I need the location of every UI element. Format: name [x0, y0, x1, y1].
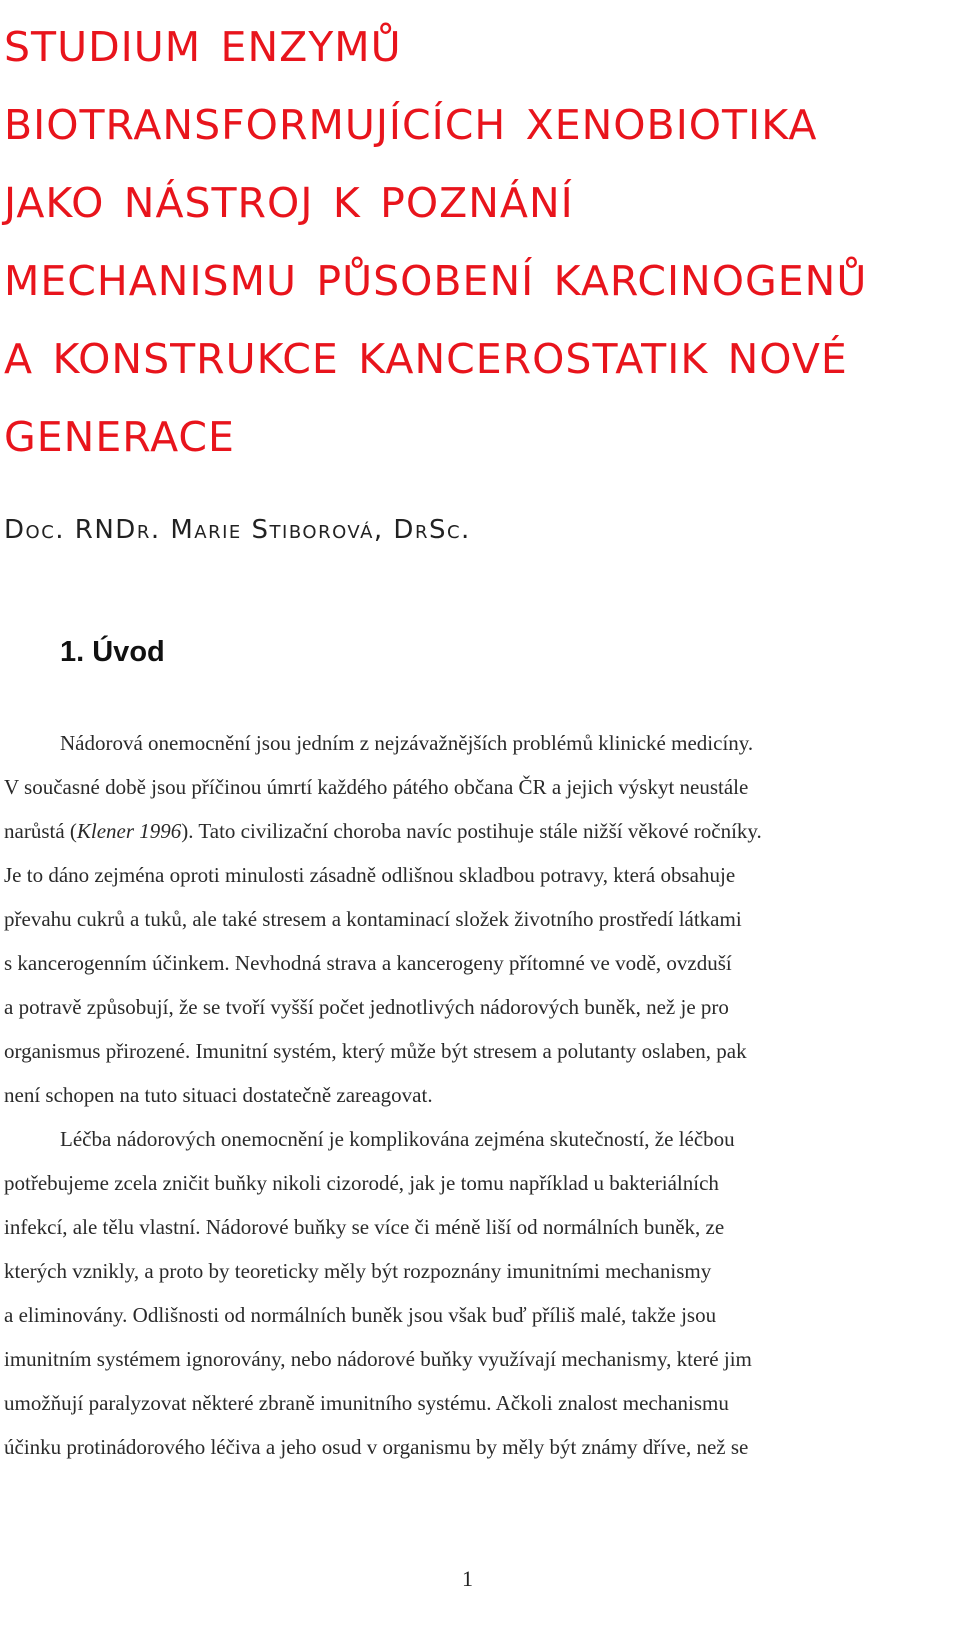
title-line: mechanismu působení karcinogenů	[4, 241, 868, 309]
paragraph-line: infekcí, ale tělu vlastní. Nádorové buňky se více či méně liší od normálních buněk, ze	[4, 1215, 725, 1239]
paragraph-line: imunitním systémem ignorovány, nebo nádorové buňky využívají mechanismy, které jim	[4, 1347, 752, 1371]
paragraph-line: kterých vznikly, a proto by teoreticky měly být rozpoznány imunitními mechanismy	[4, 1259, 712, 1283]
title-line: jako nástroj k poznání	[4, 163, 574, 231]
paragraph-line: potřebujeme zcela zničit buňky nikoli cizorodé, jak je tomu například u bakteriálních	[4, 1171, 719, 1195]
paragraph-line: umožňují paralyzovat některé zbraně imunitního systému. Ačkoli znalost mechanismu	[4, 1391, 729, 1415]
title-line: generace	[4, 397, 235, 465]
paragraph-line: a eliminovány. Odlišnosti od normálních buněk jsou však buď příliš malé, takže jsou	[4, 1303, 717, 1327]
paragraph-line: Léčba nádorových onemocnění je komplikována zejména skutečností, že léčbou	[60, 1127, 735, 1151]
paragraph-line: a potravě způsobují, že se tvoří vyšší počet jednotlivých nádorových buněk, než je pro	[4, 995, 729, 1019]
text-fragment: ). Tato civilizační choroba navíc postihuje stále nižší věkové ročníky.	[181, 819, 762, 843]
title-line: studium enzymů	[4, 7, 402, 75]
citation: Klener 1996	[76, 819, 182, 843]
paragraph-line: Nádorová onemocnění jsou jedním z nejzávažnějších problémů klinické medicíny.	[60, 731, 754, 755]
paragraph-line: není schopen na tuto situaci dostatečně zareagovat.	[4, 1083, 433, 1107]
author-line: Doc. RNDr. Marie Stiborová, DrSc.	[4, 515, 471, 545]
document-title	[4, 2, 954, 470]
paragraph-line: Je to dáno zejména oproti minulosti zásadně odlišnou skladbou potravy, která obsahuje	[4, 863, 736, 887]
paragraph-line: účinku protinádorového léčiva a jeho osud v organismu by měly být známy dříve, než se	[4, 1435, 749, 1459]
title-line: biotransformujících xenobiotika	[4, 85, 818, 153]
paragraph-line: V současné době jsou příčinou úmrtí každého pátého občana ČR a jejich výskyt neustále	[4, 775, 749, 799]
page-number: 1	[462, 1566, 473, 1591]
text-fragment: narůstá (	[4, 819, 77, 843]
paragraph-line: s kancerogenním účinkem. Nevhodná strava a kancerogeny přítomné ve vodě, ovzduší	[4, 951, 732, 975]
title-line: a konstrukce kancerostatik nové	[4, 319, 848, 387]
paragraph-line	[4, 809, 952, 853]
body-text	[4, 721, 952, 1469]
paragraph-line: převahu cukrů a tuků, ale také stresem a kontaminací složek životního prostředí látkami	[4, 907, 742, 931]
section-heading: 1. Úvod	[60, 636, 165, 668]
paragraph-line: organismus přirozené. Imunitní systém, který může být stresem a polutanty oslaben, pak	[4, 1039, 747, 1063]
